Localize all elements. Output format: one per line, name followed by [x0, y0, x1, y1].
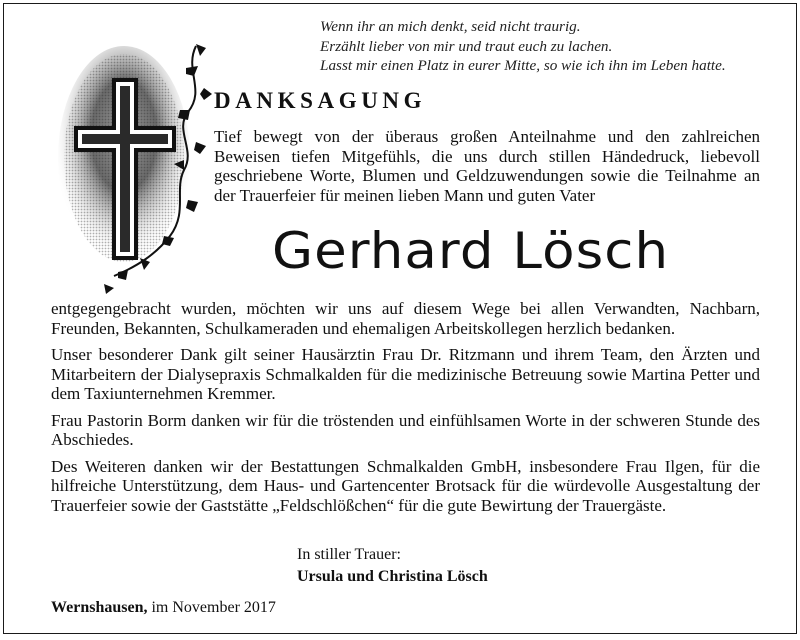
- date: im November 2017: [151, 599, 276, 616]
- body-paragraph: Des Weiteren danken wir der Bestattungen Schmalkalden GmbH, insbesondere Frau Ilgen, für die hilfreiche Unterstützung, dem Haus- und Gartencenter Brotsack für die würdevolle Ausgestaltung der Trauerfeier sowie der Gaststätte „Feldschlößchen“ für die gute Bewirtung der Trauergäste.: [51, 456, 760, 515]
- memorial-poem: [320, 17, 726, 76]
- place: Wernshausen,: [51, 599, 148, 616]
- thanks-body: [51, 299, 760, 522]
- signature-block: [297, 544, 488, 588]
- page-title: DANKSAGUNG: [214, 88, 427, 113]
- obituary-notice: [3, 3, 797, 634]
- body-paragraph: Frau Pastorin Borm danken wir für die tröstenden und einfühlsamen Worte in der schweren Stunde des Abschiedes.: [51, 410, 760, 449]
- intro-paragraph: Tief bewegt von der überaus großen Anteilnahme und den zahlreichen Beweisen tiefen Mitgefühls, die uns durch stillen Händedruck, liebevoll geschriebene Worte, Blumen und Geldzuwendungen sowie die Teilnahme an der Trauerfeier für meinen lieben Mann und guten Vater: [214, 127, 760, 205]
- signature-intro: In stiller Trauer:: [297, 546, 401, 563]
- poem-line: Lasst mir einen Platz in eurer Mitte, so wie ich ihn im Leben hatte.: [320, 57, 726, 74]
- poem-line: Wenn ihr an mich denkt, seid nicht traurig.: [320, 18, 581, 35]
- cross-with-ivy-icon: [56, 40, 216, 300]
- body-paragraph: entgegengebracht wurden, möchten wir uns auf diesem Wege bei allen Verwandten, Nachbarn, Freunden, Bekannten, Schulkameraden und ehemaligen Arbeitskollegen herzlich bedanken.: [51, 299, 760, 338]
- place-date: [51, 599, 276, 617]
- body-paragraph: Unser besonderer Dank gilt seiner Hausärztin Frau Dr. Ritzmann und ihrem Team, den Ärzten und Mitarbeitern der Dialysepraxis Schmalkalden für die medizinische Betreuung sowie Martina Petter und dem Taxiunternehmen Kremmer.: [51, 345, 760, 403]
- poem-line: Erzählt lieber von mir und traut euch zu lachen.: [320, 37, 613, 55]
- deceased-name: Gerhard Lösch: [272, 222, 670, 280]
- signature-names: Ursula und Christina Lösch: [297, 568, 488, 585]
